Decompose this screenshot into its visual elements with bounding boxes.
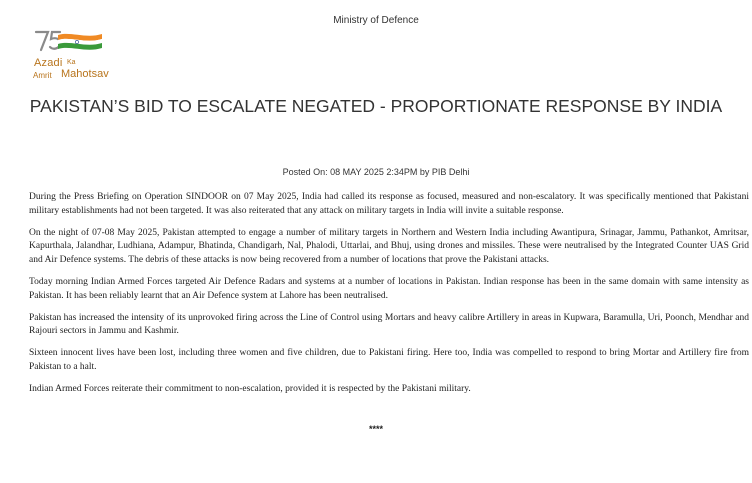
article-paragraph: Pakistan has increased the intensity of its unprovoked firing across the Line of Control using Mortars and heavy calibre Artillery in areas in Kupwara, Baramulla, Uri, Poonch, Mendhar and Rajouri sectors in Jammu and Kashmir. [29,312,749,337]
posted-on: Posted On: 08 MAY 2025 2:34PM by PIB Delhi [282,167,470,177]
article-paragraph: On the night of 07-08 May 2025, Pakistan attempted to engage a number of military targets in Northern and Western India including Awantipura, Srinagar, Jammu, Pathankot, Amritsar, Kapurthala, Jalandhar, Ludhiana, Adampur, Bhatinda, Chandigarh, Nal, Phalodi, Uttarlai, and Bhuj, using drones and missiles. These were neutralised by the Integrated Counter UAS Grid and Air Defence systems. The debris of these attacks is now being recovered from a number of locations that prove the Pakistani attacks. [29,227,749,266]
article-paragraph: Sixteen innocent lives have been lost, including three women and five children, due to Pakistani firing. Here too, India was compelled to respond to bring Mortar and Artillery fire from Pakistan to a halt. [29,348,749,372]
article-paragraph: During the Press Briefing on Operation SINDOOR on 07 May 2025, India had called its response as focused, measured and non-escalatory. It was specifically mentioned that Pakistani military establishments had not been targeted. It was also reiterated that any attack on military targets in India will invite a suitable response. [29,192,749,216]
logo-text-ka: Ka [67,59,76,66]
azadi-ka-amrit-mahotsav-logo [30,26,140,84]
article-paragraph: Indian Armed Forces reiterate their commitment to non-escalation, provided it is respected by the Pakistani military. [29,383,471,394]
article-paragraph: Today morning Indian Armed Forces targeted Air Defence Radars and systems at a number of locations in Pakistan. Indian response has been in the same domain with same intensity as Pakistan. It has been reliably learnt that an Air Defence system at Lahore has been neutralised. [29,276,749,301]
article-body [29,191,749,405]
logo-text-mahotsav: Mahotsav [61,68,109,80]
logo-text-amrit: Amrit [33,71,52,80]
article-title: PAKISTAN’S BID TO ESCALATE NEGATED - PROPORTIONATE RESPONSE BY INDIA [29,96,723,116]
logo-text-azadi: Azadi [34,57,63,69]
end-marker: **** [368,424,383,434]
ministry-name: Ministry of Defence [333,15,419,26]
